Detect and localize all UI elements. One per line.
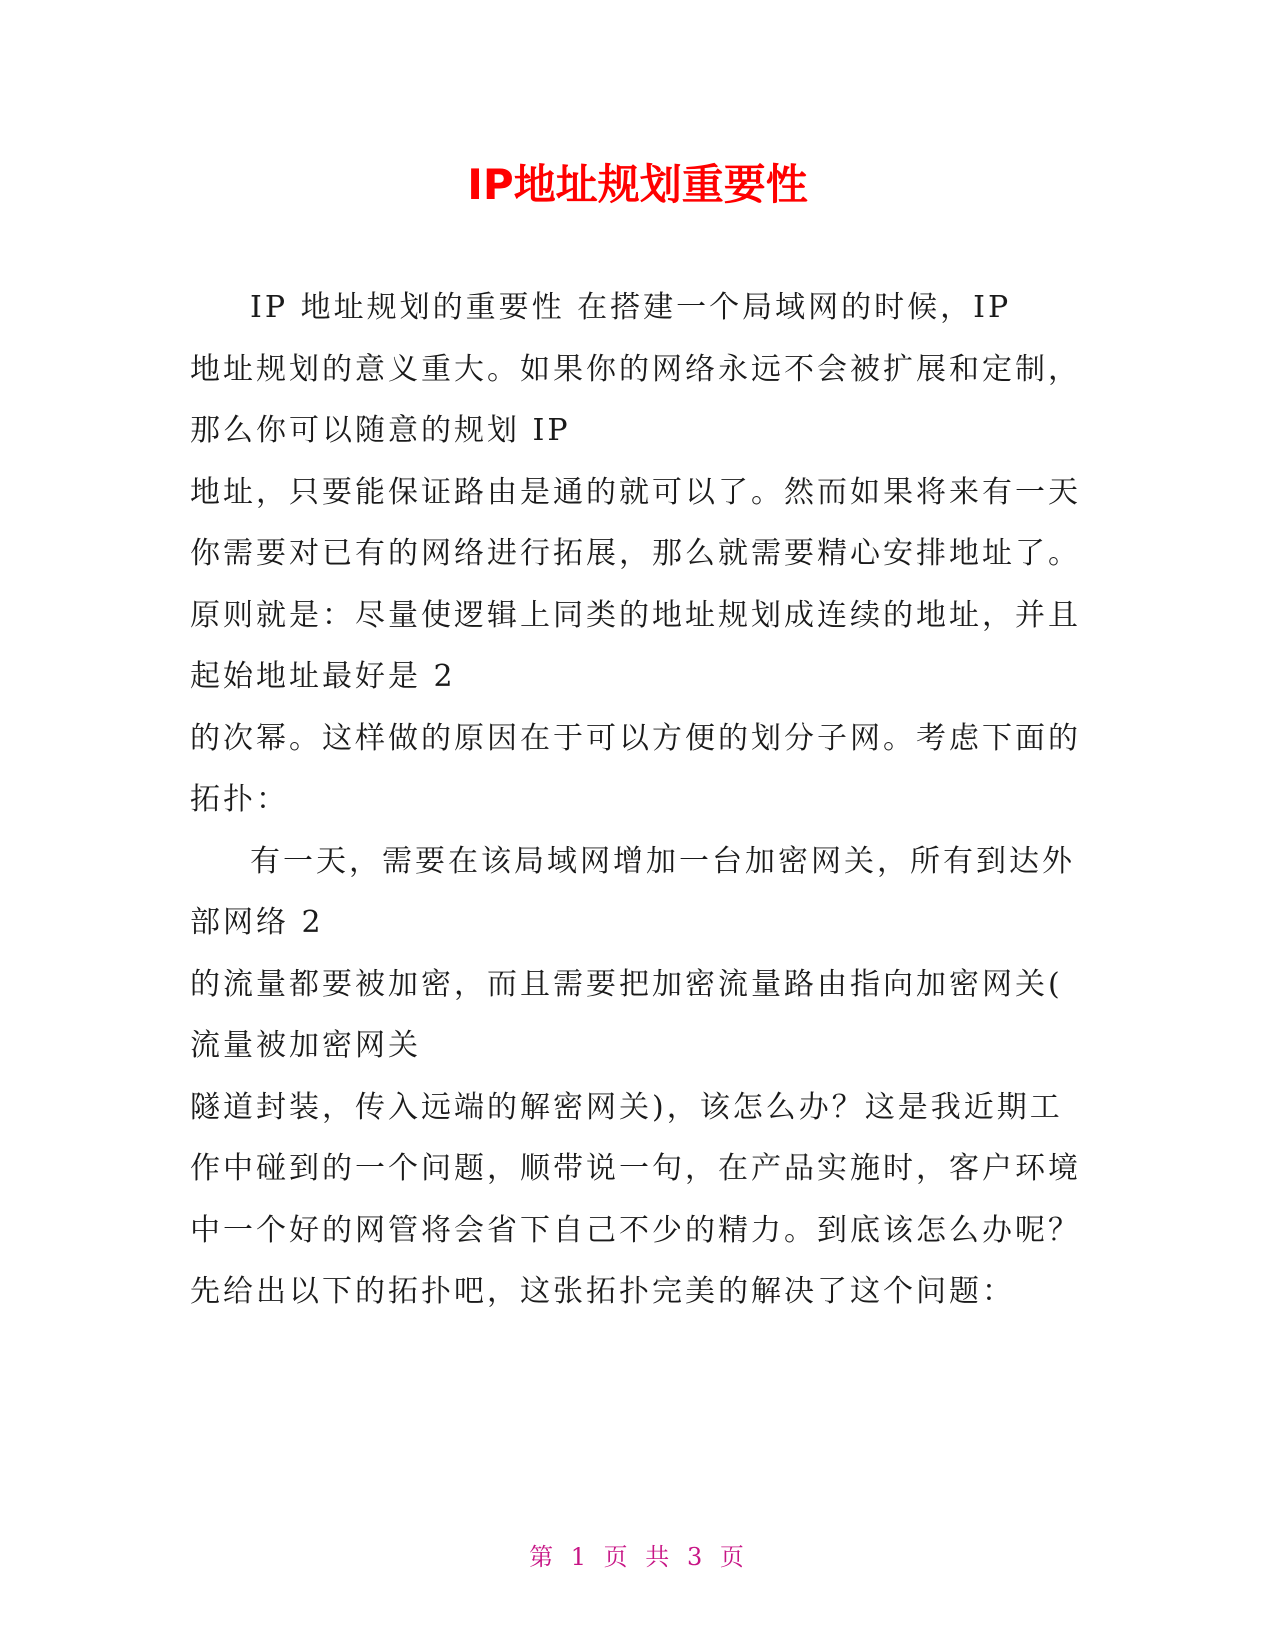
body-line: 拓扑： <box>190 782 289 817</box>
body-line: 地址，只要能保证路由是通的就可以了。然而如果将来有一天 <box>190 475 1081 510</box>
body-line: 那么你可以随意的规划 IP <box>190 413 571 448</box>
body-line: 流量被加密网关 <box>190 1028 421 1063</box>
page-footer: 第 1 页 共 3 页 <box>529 1543 746 1571</box>
body-line: 作中碰到的一个问题，顺带说一句，在产品实施时，客户环境 <box>190 1151 1081 1186</box>
body-line: 有一天，需要在该局域网增加一台加密网关，所有到达外 <box>250 844 1075 879</box>
document-title: IP地址规划重要性 <box>467 160 808 209</box>
body-line: IP 地址规划的重要性 在搭建一个局域网的时候，IP <box>250 290 1012 325</box>
body-line: 先给出以下的拓扑吧，这张拓扑完美的解决了这个问题： <box>190 1274 1015 1309</box>
body-line: 部网络 2 <box>190 905 324 940</box>
body-line: 起始地址最好是 2 <box>190 659 456 694</box>
body-line: 地址规划的意义重大。如果你的网络永远不会被扩展和定制， <box>190 352 1081 387</box>
body-line: 中一个好的网管将会省下自己不少的精力。到底该怎么办呢？ <box>190 1213 1081 1248</box>
body-line: 的次幂。这样做的原因在于可以方便的划分子网。考虑下面的 <box>190 721 1081 756</box>
body-line: 的流量都要被加密，而且需要把加密流量路由指向加密网关( <box>190 967 1063 1002</box>
body-line: 你需要对已有的网络进行拓展，那么就需要精心安排地址了。 <box>190 536 1081 571</box>
body-line: 隧道封装，传入远端的解密网关)，该怎么办？这是我近期工 <box>190 1090 1063 1125</box>
body-line: 原则就是：尽量使逻辑上同类的地址规划成连续的地址，并且 <box>190 598 1081 633</box>
